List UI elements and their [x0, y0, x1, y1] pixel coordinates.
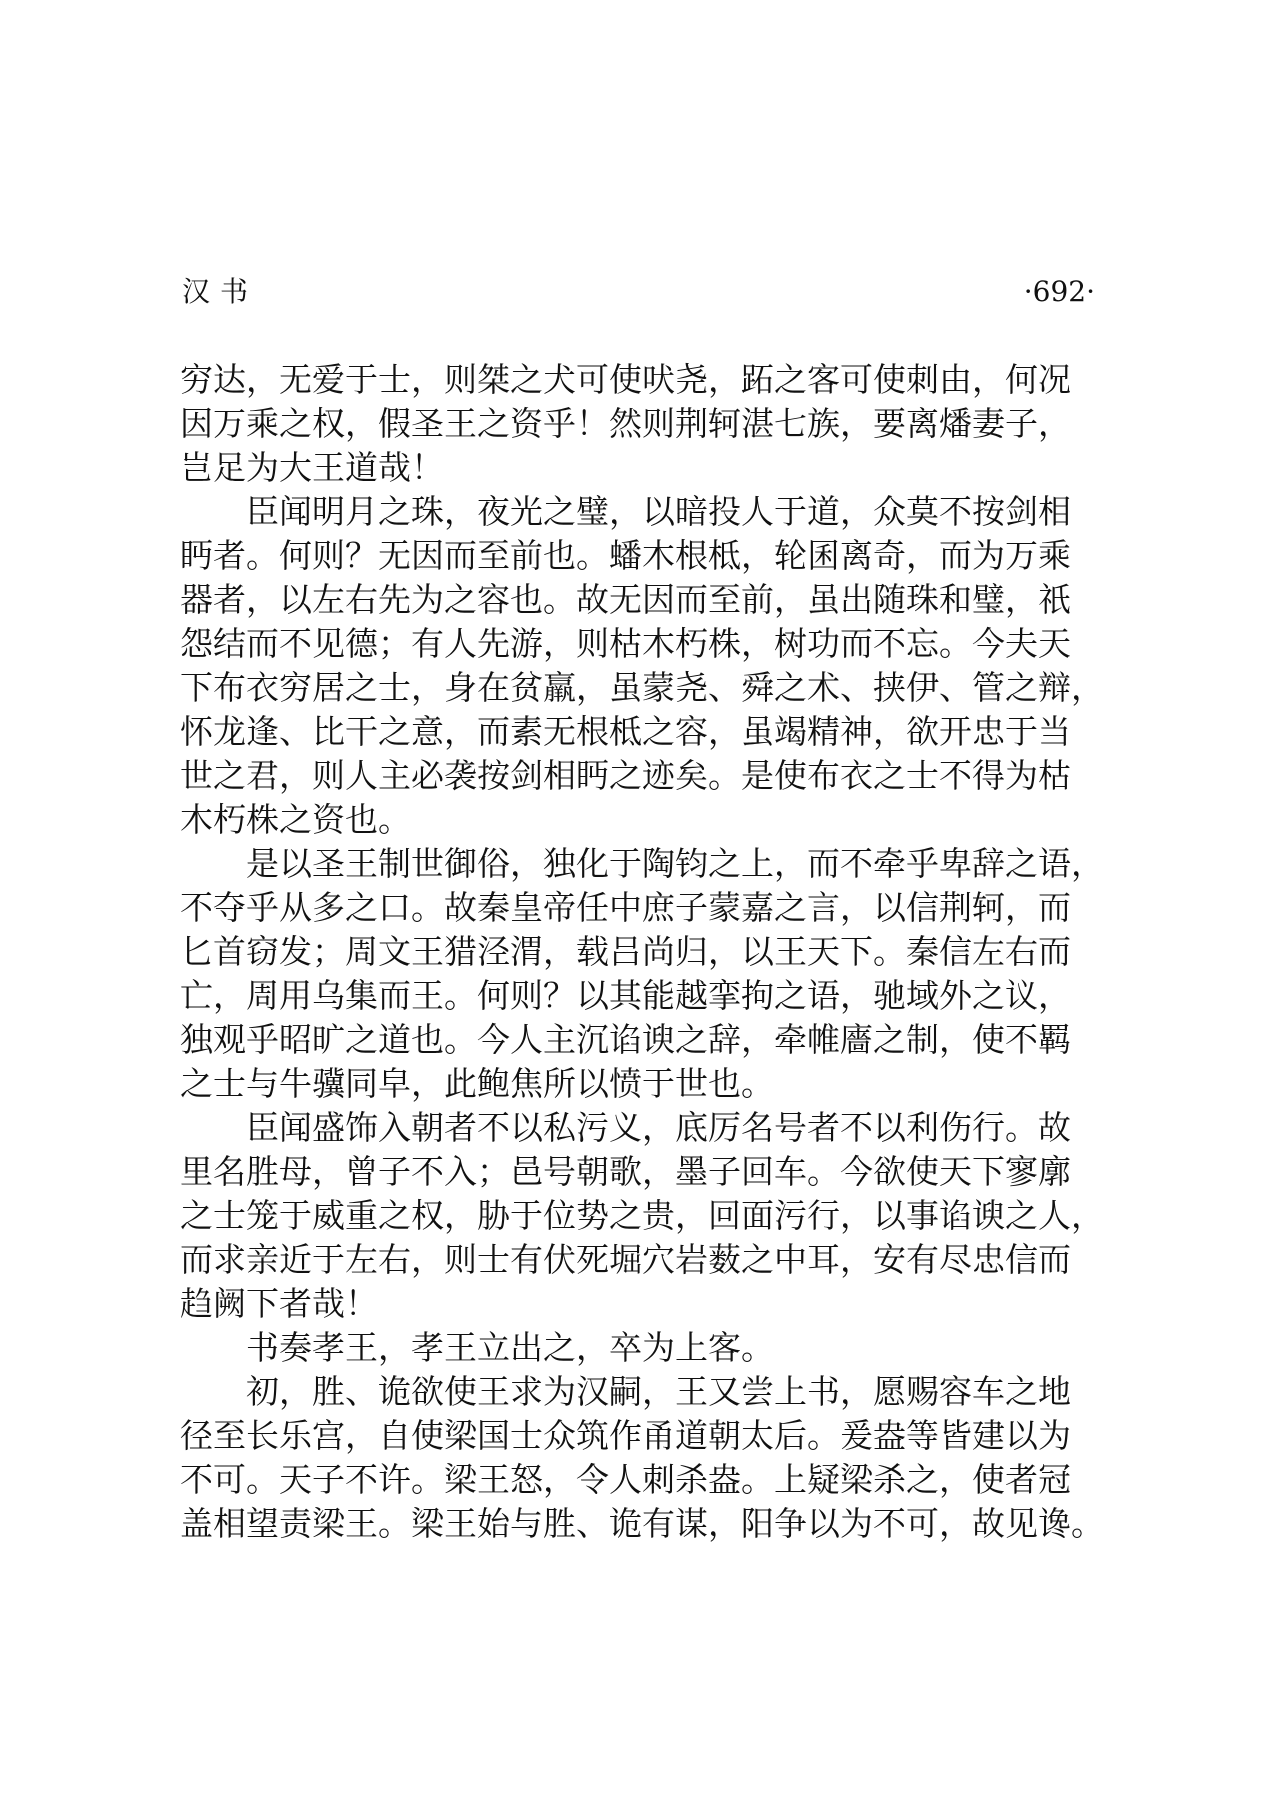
- book-title: 汉书: [182, 275, 259, 308]
- page-header: [182, 270, 1095, 314]
- body-text: [180, 358, 1104, 1546]
- text-line: 世之君，则人主必袭按剑相眄之迹矣。是使布衣之士不得为枯: [180, 756, 1071, 795]
- text-line: 穷达，无爱于士，则桀之犬可使吠尧，跖之客可使刺由，何况: [180, 360, 1071, 399]
- text-line: 怀龙逢、比干之意，而素无根柢之容，虽竭精神，欲开忠于当: [180, 712, 1071, 751]
- text-line: 之士笼于威重之权，胁于位势之贵，回面污行，以事谄谀之人，: [180, 1196, 1104, 1235]
- paragraph-first-line: 书奏孝王，孝王立出之，卒为上客。: [246, 1328, 774, 1367]
- text-line: 下布衣穷居之士，身在贫羸，虽蒙尧、舜之术、挟伊、管之辩，: [180, 668, 1104, 707]
- text-line: 之士与牛骥同皁，此鲍焦所以愤于世也。: [180, 1064, 774, 1103]
- text-line: 岂足为大王道哉！: [180, 448, 444, 487]
- text-line: 趋阙下者哉！: [180, 1284, 378, 1323]
- text-line: 匕首窃发；周文王猎泾渭，载吕尚归，以王天下。秦信左右而: [180, 932, 1071, 971]
- text-line: 盖相望责梁王。梁王始与胜、诡有谋，阳争以为不可，故见谗。: [180, 1504, 1104, 1543]
- text-line: 里名胜母，曾子不入；邑号朝歌，墨子回车。今欲使天下寥廓: [180, 1152, 1071, 1191]
- text-line: 亡，周用乌集而王。何则？以其能越挛拘之语，驰域外之议，: [180, 976, 1071, 1015]
- text-line: 怨结而不见德；有人先游，则枯木朽株，树功而不忘。今夫天: [180, 624, 1071, 663]
- text-line: 不夺乎从多之口。故秦皇帝任中庶子蒙嘉之言，以信荆轲，而: [180, 888, 1071, 927]
- text-line: 眄者。何则？无因而至前也。蟠木根柢，轮囷离奇，而为万乘: [180, 536, 1071, 575]
- text-line: 径至长乐宫，自使梁国士众筑作甬道朝太后。爰盎等皆建以为: [180, 1416, 1071, 1455]
- text-line: 木朽株之资也。: [180, 800, 411, 839]
- text-line: 器者，以左右先为之容也。故无因而至前，虽出随珠和璧，祇: [180, 580, 1071, 619]
- text-line: 而求亲近于左右，则士有伏死堀穴岩薮之中耳，安有尽忠信而: [180, 1240, 1071, 1279]
- paragraph-first-line: 臣闻明月之珠，夜光之璧，以暗投人于道，众莫不按剑相: [246, 492, 1071, 531]
- text-line: 不可。天子不许。梁王怒，令人刺杀盎。上疑梁杀之，使者冠: [180, 1460, 1071, 1499]
- page-number: ·692·: [1023, 275, 1095, 308]
- paragraph-first-line: 是以圣王制世御俗，独化于陶钧之上，而不牵乎卑辞之语，: [246, 844, 1104, 883]
- text-line: 因万乘之权，假圣王之资乎！然则荆轲湛七族，要离燔妻子，: [180, 404, 1071, 443]
- paragraph-first-line: 臣闻盛饰入朝者不以私污义，底厉名号者不以利伤行。故: [246, 1108, 1071, 1147]
- text-line: 独观乎昭旷之道也。今人主沉谄谀之辞，牵帷廧之制，使不羁: [180, 1020, 1071, 1059]
- paragraph-first-line: 初，胜、诡欲使王求为汉嗣，王又尝上书，愿赐容车之地: [246, 1372, 1071, 1411]
